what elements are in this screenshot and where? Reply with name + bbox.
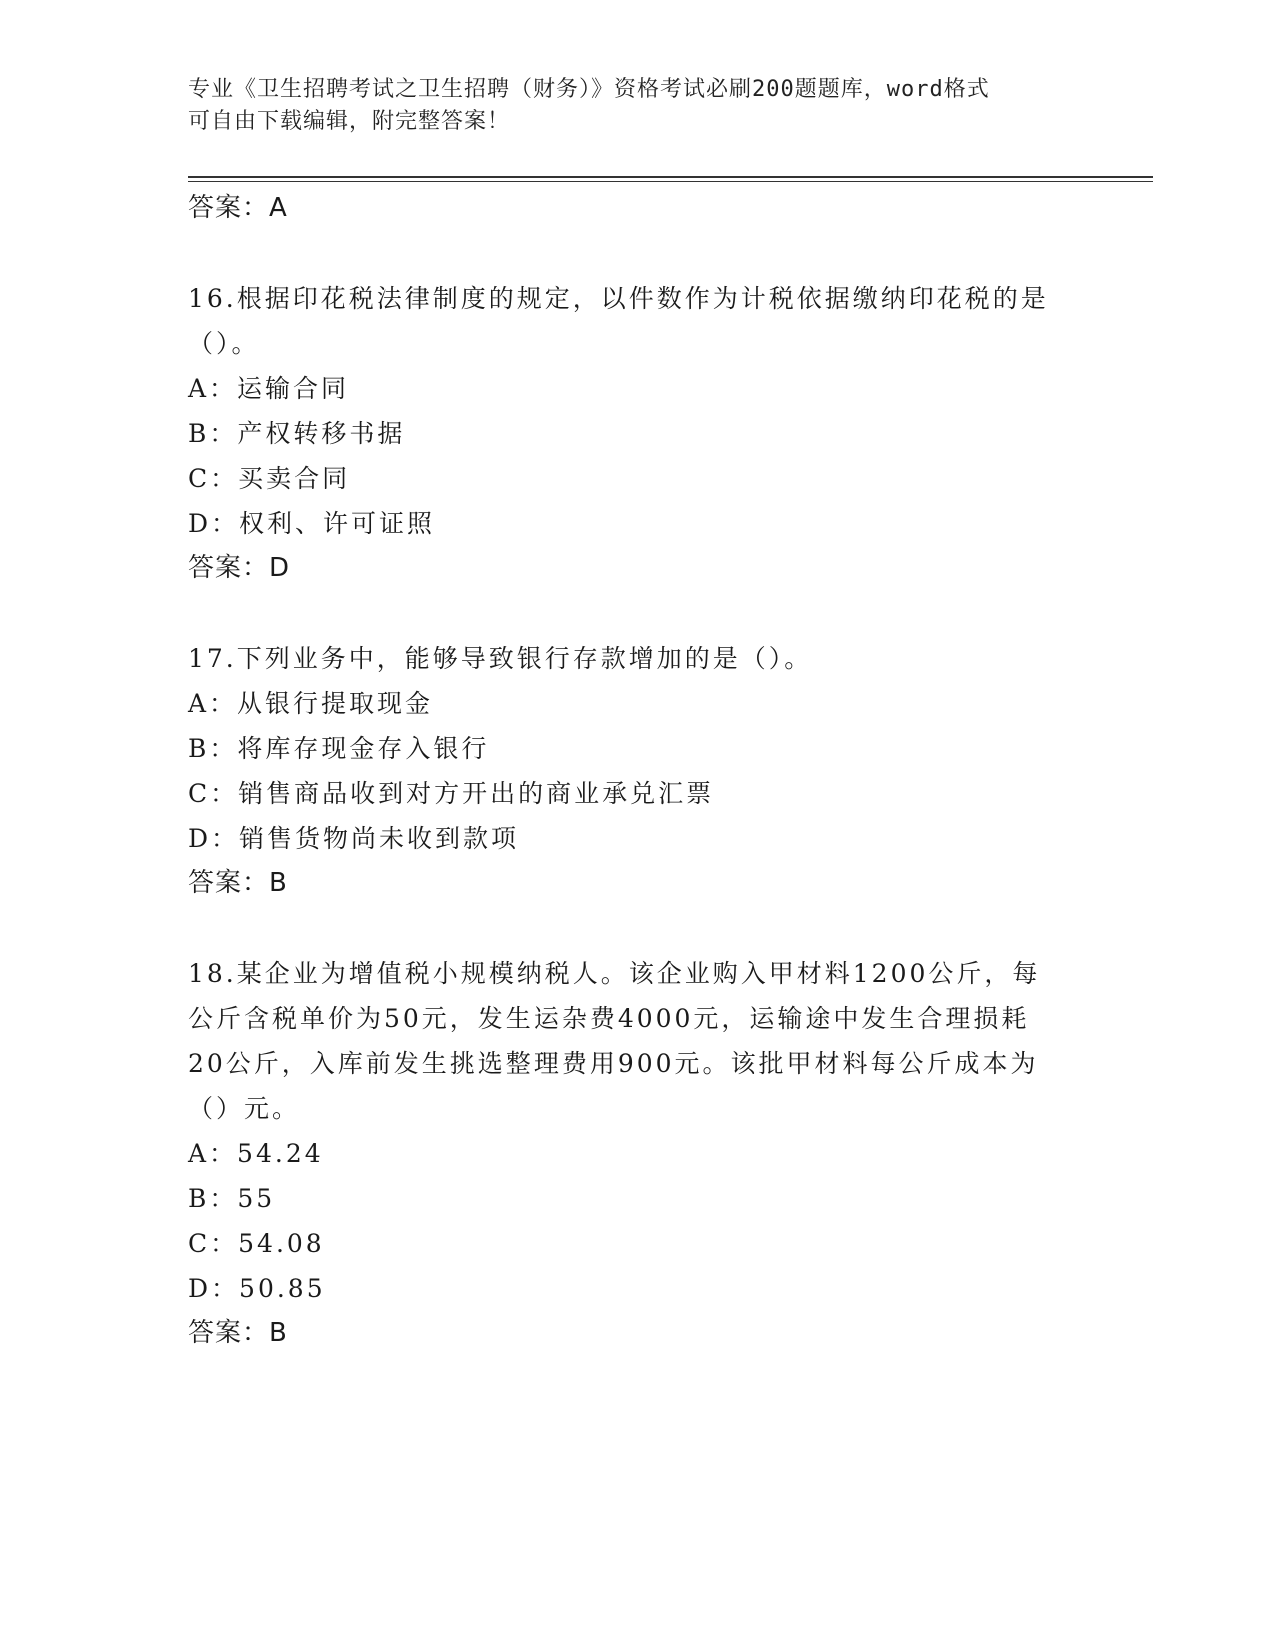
question-17 (188, 636, 1088, 906)
option-a: A：运输合同 (188, 374, 350, 403)
question-stem-line: 16.根据印花税法律制度的规定，以件数作为计税依据缴纳印花税的是 (188, 284, 1049, 313)
header-divider-thin (188, 181, 1153, 182)
option-d: D：销售货物尚未收到款项 (188, 824, 520, 853)
question-stem-line: 17.下列业务中，能够导致银行存款增加的是（）。 (188, 644, 813, 673)
question-stem-line: 公斤含税单价为50元，发生运杂费4000元，运输途中发生合理损耗 (188, 1004, 1030, 1033)
header-line-2: 可自由下载编辑，附完整答案！ (188, 109, 511, 134)
question-stem-line: 18.某企业为增值税小规模纳税人。该企业购入甲材料1200公斤，每 (188, 959, 1041, 988)
header-line-1: 专业《卫生招聘考试之卫生招聘（财务）》资格考试必刷200题题库，word格式 (188, 77, 990, 102)
option-d: D：权利、许可证照 (188, 509, 436, 538)
answer-label: 答案：B (188, 868, 288, 898)
question-18 (188, 951, 1088, 1356)
option-c: C：54.08 (188, 1229, 325, 1258)
option-b: B：55 (188, 1184, 276, 1213)
question-16 (188, 276, 1088, 591)
option-d: D：50.85 (188, 1274, 326, 1303)
header-note (188, 74, 1088, 138)
question-stem-line: （）元。 (188, 1094, 301, 1123)
question-list (188, 186, 1088, 1356)
spacer (188, 591, 1088, 636)
spacer (188, 906, 1088, 951)
option-c: C：销售商品收到对方开出的商业承兑汇票 (188, 779, 715, 808)
spacer (188, 231, 1088, 276)
answer-label: 答案：D (188, 553, 291, 583)
option-b: B：将库存现金存入银行 (188, 734, 490, 763)
previous-answer: 答案：A (188, 193, 288, 223)
question-stem-line: （）。 (188, 329, 260, 358)
option-a: A：从银行提取现金 (188, 689, 434, 718)
header-divider-thick (188, 176, 1153, 178)
question-stem-line: 20公斤，入库前发生挑选整理费用900元。该批甲材料每公斤成本为 (188, 1049, 1039, 1078)
option-a: A：54.24 (188, 1139, 324, 1168)
answer-label: 答案：B (188, 1318, 288, 1348)
option-c: C：买卖合同 (188, 464, 351, 493)
option-b: B：产权转移书据 (188, 419, 406, 448)
